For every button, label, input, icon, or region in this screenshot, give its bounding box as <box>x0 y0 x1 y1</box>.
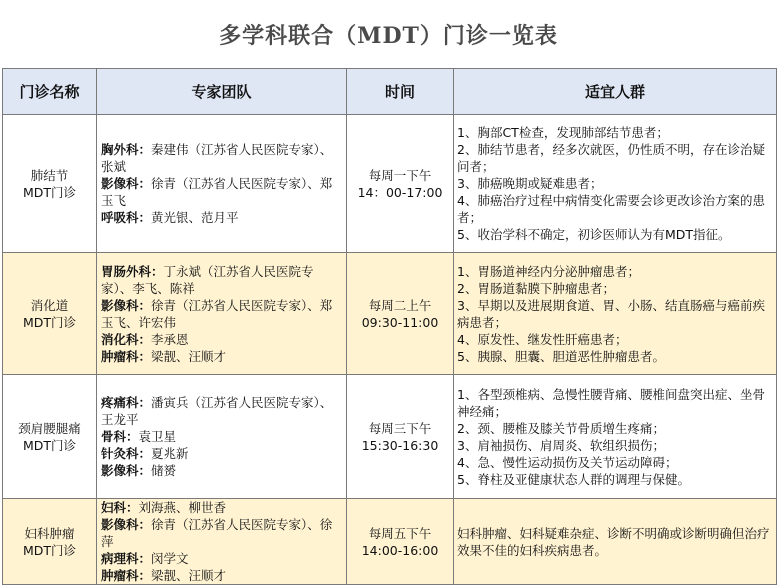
department-label: 妇科： <box>101 500 139 515</box>
expert-names: 储赟 <box>151 463 177 478</box>
department-label: 消化科： <box>101 331 152 347</box>
table-row <box>3 499 777 585</box>
department-label: 病理科： <box>101 551 152 566</box>
expert-names: 秦建伟（江苏省人民医院专家）、张斌 <box>101 142 333 174</box>
population-item: 5、收治学科不确定，初诊医师认为有MDT指征。 <box>457 227 731 242</box>
department-label: 呼吸科： <box>101 210 152 225</box>
expert-entry <box>101 141 340 175</box>
department-label: 影像科： <box>101 463 152 478</box>
time-day: 每周五下午 <box>368 525 432 541</box>
population-item: 4、原发性、继发性肝癌患者； <box>457 331 628 347</box>
expert-names: 夏兆新 <box>151 446 189 461</box>
population-item: 3、早期以及进展期食道、胃、小肠、结直肠癌与癌前疾病患者； <box>457 297 765 330</box>
expert-entry <box>101 550 340 567</box>
time-hours: 09:30-11:00 <box>361 314 439 330</box>
expert-names: 徐青（江苏省人民医院专家）、徐萍 <box>101 517 333 549</box>
header-time: 时间 <box>347 69 454 115</box>
clinic-name-line: MDT门诊 <box>22 437 77 453</box>
suitable-population-cell <box>454 115 777 253</box>
expert-entry <box>101 462 340 479</box>
department-label: 肿瘤科： <box>101 348 152 364</box>
expert-names: 徐青（江苏省人民医院专家）、郑玉飞、许宏伟 <box>101 297 333 330</box>
clinic-name-cell <box>3 375 97 499</box>
expert-team-cell <box>97 375 347 499</box>
expert-entry <box>101 516 340 550</box>
suitable-population-cell <box>454 375 777 499</box>
expert-entry <box>101 445 340 462</box>
population-item: 5、脊柱及亚健康状态人群的调理与保健。 <box>457 471 690 487</box>
expert-entry <box>101 331 340 348</box>
clinic-name-line: 肺结节 <box>30 167 69 183</box>
expert-names: 刘海燕、柳世香 <box>138 500 227 515</box>
expert-team-cell <box>97 115 347 253</box>
department-label: 影像科： <box>101 176 152 191</box>
expert-entry <box>101 209 340 226</box>
population-item: 妇科肿瘤、妇科疑难杂症、诊断不明确或诊断明确但治疗效果不佳的妇科疾病患者。 <box>457 525 770 558</box>
clinic-name-line: 颈肩腰腿痛 <box>18 420 81 436</box>
expert-names: 黄光银、范月平 <box>151 210 239 225</box>
header-clinic-name: 门诊名称 <box>3 69 97 115</box>
clinic-name-line: 妇科肿瘤 <box>24 525 75 541</box>
time-cell <box>347 115 454 253</box>
suitable-population-cell <box>454 253 777 375</box>
expert-names: 闵学文 <box>151 551 189 566</box>
time-day: 每周二上午 <box>368 297 432 313</box>
population-item: 1、各型颈椎病、急慢性腰背痛、腰椎间盘突出症、坐骨神经痛； <box>457 386 765 419</box>
expert-names: 袁卫星 <box>138 429 177 444</box>
population-item: 3、肺癌晚期或疑难患者； <box>457 176 603 191</box>
expert-entry <box>101 175 340 209</box>
expert-entry <box>101 263 340 297</box>
expert-names: 李承恩 <box>151 331 189 347</box>
expert-names: 梁靓、汪顺才 <box>151 568 227 583</box>
expert-entry <box>101 428 340 445</box>
department-label: 针灸科： <box>101 446 152 461</box>
expert-entry <box>101 394 340 428</box>
expert-entry <box>101 297 340 331</box>
time-cell <box>347 499 454 585</box>
population-item: 1、胃肠道神经内分泌肿瘤患者； <box>457 263 640 279</box>
population-item: 4、肺癌治疗过程中病情变化需要会诊更改诊治方案的患者； <box>457 193 765 225</box>
clinic-name-line: MDT门诊 <box>22 542 77 558</box>
expert-entry <box>101 499 340 516</box>
department-label: 胃肠外科： <box>101 263 164 279</box>
population-item: 2、胃肠道黏膜下肿瘤患者； <box>457 280 615 296</box>
header-suitable-population: 适宜人群 <box>454 69 777 115</box>
population-item: 2、肺结节患者，经多次就医，仍性质不明，存在诊治疑问者； <box>457 142 765 174</box>
expert-entry <box>101 348 340 365</box>
table-row <box>3 115 777 253</box>
population-item: 5、胰腺、胆囊、胆道恶性肿瘤患者。 <box>457 348 665 364</box>
clinic-name-line: MDT门诊 <box>22 184 77 200</box>
table-row <box>3 375 777 499</box>
population-item: 4、急、慢性运动损伤及关节运动障碍； <box>457 454 678 470</box>
table-header-row <box>3 69 777 115</box>
population-item: 2、颈、腰椎及膝关节骨质增生疼痛； <box>457 420 665 436</box>
expert-names: 丁永斌（江苏省人民医院专家）、李飞、陈祥 <box>101 263 314 296</box>
page-title: 多学科联合（MDT）门诊一览表 <box>219 22 558 49</box>
mdt-schedule-table <box>2 68 777 585</box>
department-label: 肿瘤科： <box>101 568 152 583</box>
population-item: 1、胸部CT检查，发现肺部结节患者； <box>457 125 669 140</box>
expert-names: 梁靓、汪顺才 <box>151 348 227 364</box>
clinic-name-line: 消化道 <box>30 297 69 313</box>
time-hours: 14:00-16:00 <box>361 542 439 558</box>
population-item: 3、肩袖损伤、肩周炎、软组织损伤； <box>457 437 665 453</box>
clinic-name-cell <box>3 253 97 375</box>
expert-team-cell <box>97 253 347 375</box>
time-day: 每周一下午 <box>368 167 432 183</box>
expert-names: 潘寅兵（江苏省人民医院专家）、王龙平 <box>101 395 333 427</box>
time-day: 每周三下午 <box>368 420 432 436</box>
table-row <box>3 253 777 375</box>
expert-entry <box>101 567 340 584</box>
time-hours: 15:30-16:30 <box>361 437 439 453</box>
time-cell <box>347 253 454 375</box>
department-label: 骨科： <box>101 429 139 444</box>
expert-team-cell <box>97 499 347 585</box>
department-label: 疼痛科： <box>101 395 152 410</box>
expert-names: 徐青（江苏省人民医院专家）、郑玉飞 <box>101 176 333 208</box>
time-hours: 14：00-17:00 <box>357 184 443 200</box>
department-label: 影像科： <box>101 297 152 313</box>
suitable-population-cell <box>454 499 777 585</box>
department-label: 胸外科： <box>101 142 152 157</box>
time-cell <box>347 375 454 499</box>
clinic-name-line: MDT门诊 <box>22 314 77 330</box>
clinic-name-cell <box>3 115 97 253</box>
clinic-name-cell <box>3 499 97 585</box>
department-label: 影像科： <box>101 517 152 532</box>
header-expert-team: 专家团队 <box>97 69 347 115</box>
